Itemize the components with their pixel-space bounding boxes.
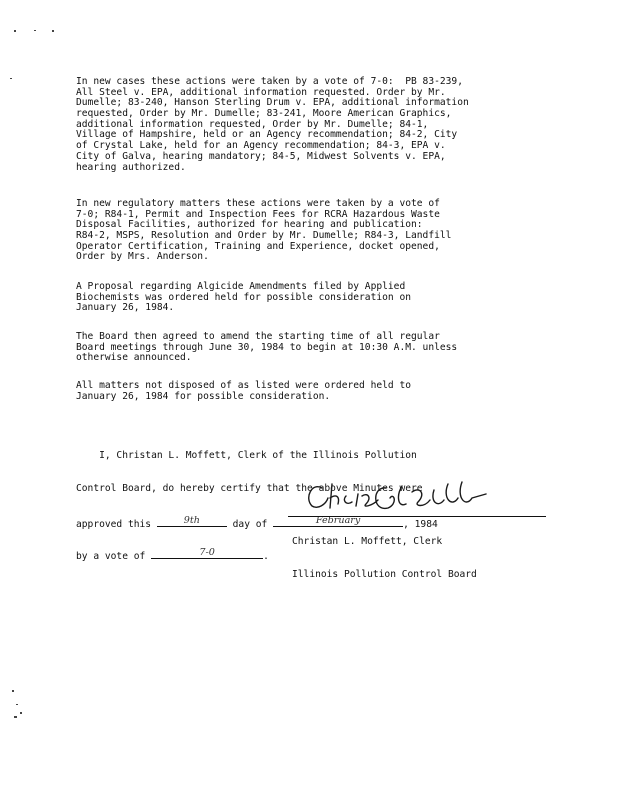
- vote-count-field: 7-0: [151, 548, 263, 559]
- paragraph-meeting-time: [76, 332, 581, 364]
- text-line: A Proposal regarding Algicide Amendments filed by Applied: [76, 281, 406, 292]
- scan-speck: [34, 30, 36, 31]
- text-line: In new cases these actions were taken by a vote of 7-0: PB 83-239,: [76, 76, 463, 87]
- vote-suffix: .: [263, 550, 269, 562]
- paragraph-new-cases: [76, 77, 581, 173]
- signature-block: [292, 516, 618, 602]
- text-line: Order by Mrs. Anderson.: [76, 251, 209, 263]
- approval-day-field: 9th: [157, 516, 227, 527]
- scan-speck: [14, 30, 16, 32]
- text-line: hearing authorized.: [76, 161, 186, 173]
- paragraph-algicide-proposal: [76, 282, 581, 314]
- scan-speck: [20, 712, 22, 714]
- day-of-text: day of: [226, 518, 274, 530]
- text-line: The Board then agreed to amend the starting time of all regular: [76, 331, 440, 342]
- scan-speck: [16, 704, 18, 705]
- text-line: City of Galva, hearing mandatory; 84-5, Midwest Solvents v. EPA,: [76, 150, 446, 162]
- scan-speck: [52, 30, 54, 32]
- paragraph-regulatory-matters: [76, 199, 581, 263]
- year-text: , 1984: [403, 518, 438, 530]
- approved-prefix: approved this: [76, 518, 157, 530]
- handwritten-signature-icon: [302, 478, 502, 514]
- clerk-name-title: Christan L. Moffett, Clerk: [292, 536, 443, 548]
- text-line: 7-0; R84-1, Permit and Inspection Fees for RCRA Hazardous Waste: [76, 208, 440, 220]
- approval-month-field: February: [273, 516, 403, 527]
- text-line: R84-2, MSPS, Resolution and Order by Mr. Dumelle; R84-3, Landfill: [76, 230, 452, 242]
- text-line: All matters not disposed of as listed were ordered held to: [76, 380, 412, 391]
- certification-line-2: Control Board, do hereby certify that the above Minutes were: [76, 482, 423, 494]
- text-line: All Steel v. EPA, additional information requested. Order by Mr.: [76, 86, 446, 98]
- paragraph-held-matters: [76, 381, 581, 402]
- clerk-signature: [288, 478, 546, 517]
- text-line: Operator Certification, Training and Experience, docket opened,: [76, 240, 440, 252]
- text-line: requested, Order by Mr. Dumelle; 83-241, Moore American Graphics,: [76, 108, 452, 120]
- board-name: Illinois Pollution Control Board: [292, 568, 477, 580]
- scan-speck: [10, 78, 12, 79]
- text-line: Disposal Facilities, authorized for hearing and publication:: [76, 219, 423, 231]
- text-line: Board meetings through June 30, 1984 to begin at 10:30 A.M. unless: [76, 341, 458, 353]
- scan-speck: [12, 690, 14, 692]
- text-line: Village of Hampshire, held or an Agency recommendation; 84-2, City: [76, 129, 458, 141]
- text-line: Biochemists was ordered held for possible consideration on: [76, 291, 412, 303]
- text-line: additional information requested, Order by Mr. Dumelle; 84-1,: [76, 118, 429, 130]
- scan-speck: [14, 716, 17, 718]
- text-line: of Crystal Lake, held for an Agency recommendation; 84-3, EPA v.: [76, 140, 446, 152]
- text-line: Dumelle; 83-240, Hanson Sterling Drum v. EPA, additional information: [76, 97, 469, 109]
- certification-line-1: I, Christan L. Moffett, Clerk of the Illinois Pollution: [76, 450, 417, 462]
- text-line: In new regulatory matters these actions were taken by a vote of: [76, 198, 440, 209]
- text-line: January 26, 1984 for possible consideration.: [76, 390, 331, 402]
- vote-prefix: by a vote of: [76, 550, 152, 562]
- text-line: January 26, 1984.: [76, 302, 175, 314]
- text-line: otherwise announced.: [76, 352, 192, 364]
